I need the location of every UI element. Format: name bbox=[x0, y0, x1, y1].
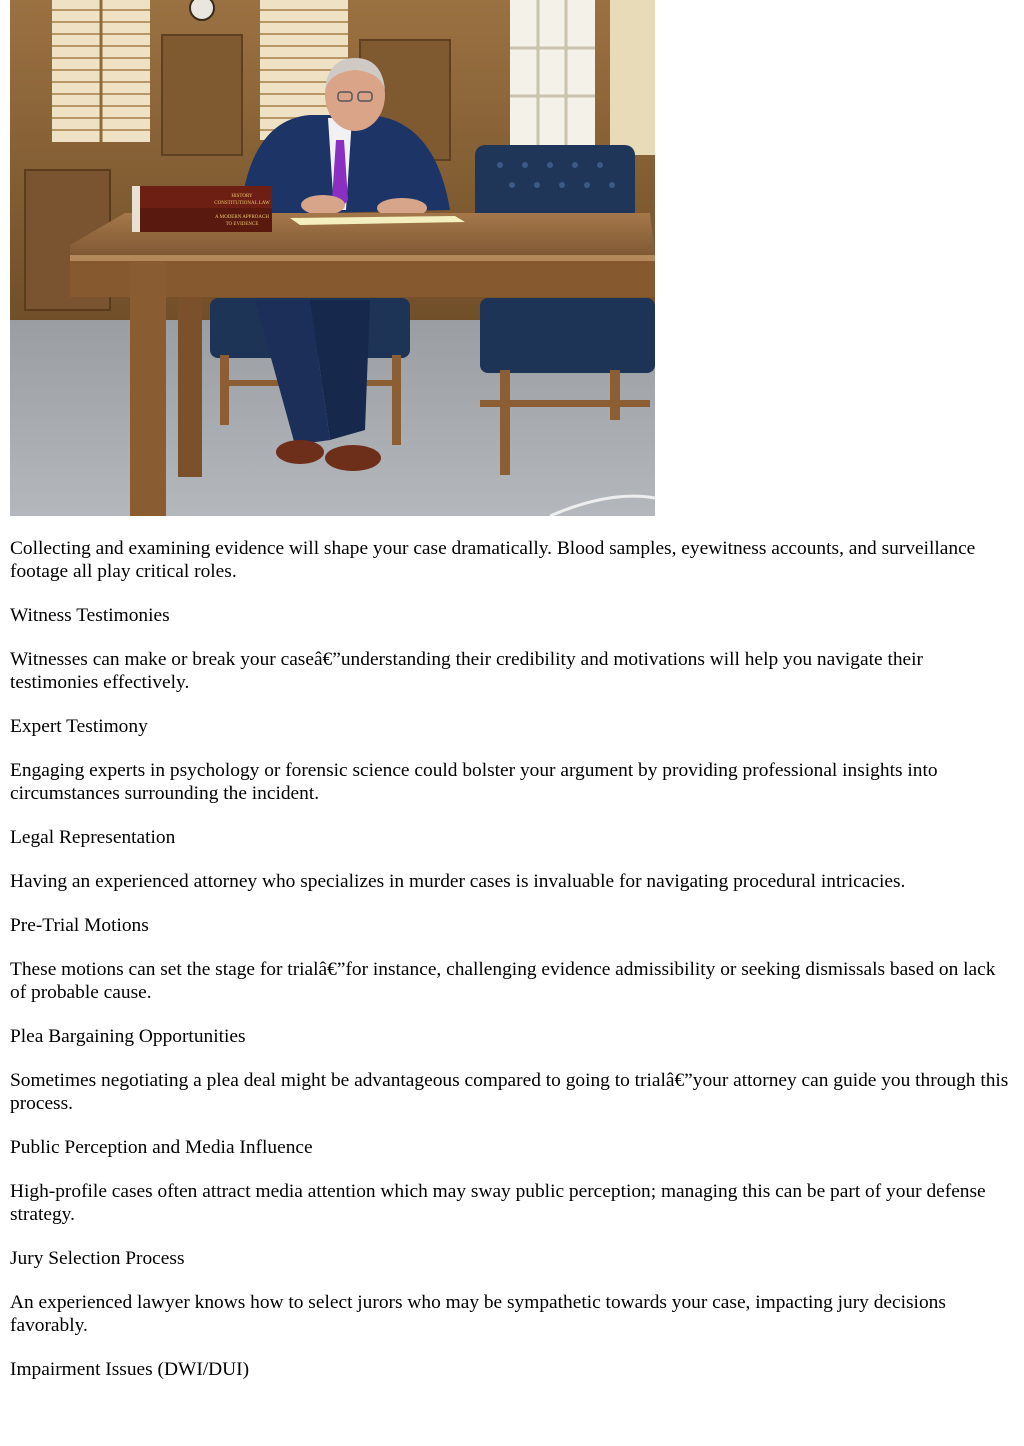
heading-witness-testimonies: Witness Testimonies bbox=[10, 605, 170, 626]
article-body bbox=[10, 537, 1014, 1402]
paragraph-evidence: Collecting and examining evidence will shape your case dramatically. Blood samples, eyewitness accounts, and surveillance footage all play critical roles. bbox=[10, 538, 976, 582]
svg-text:CONSTITUTIONAL LAW: CONSTITUTIONAL LAW bbox=[214, 201, 270, 206]
heading-public-perception: Public Perception and Media Influence bbox=[10, 1137, 313, 1158]
attorney-photo bbox=[10, 0, 655, 516]
heading-expert-testimony: Expert Testimony bbox=[10, 716, 148, 737]
heading-legal-representation: Legal Representation bbox=[10, 827, 176, 848]
paragraph-public-perception: High-profile cases often attract media attention which may sway public perception; managing this can be part of your defense strategy. bbox=[10, 1181, 986, 1225]
paragraph-legal-representation: Having an experienced attorney who specializes in murder cases is invaluable for navigating procedural intricacies. bbox=[10, 871, 906, 892]
svg-text:TO EVIDENCE: TO EVIDENCE bbox=[225, 222, 259, 227]
paragraph-plea-bargaining: Sometimes negotiating a plea deal might be advantageous compared to going to trialâ€”your attorney can guide you through this process. bbox=[10, 1070, 1009, 1114]
paragraph-pre-trial-motions: These motions can set the stage for trialâ€”for instance, challenging evidence admissibility or seeking dismissals based on lack of probable cause. bbox=[10, 959, 996, 1003]
svg-text:A MODERN APPROACH: A MODERN APPROACH bbox=[215, 215, 269, 220]
heading-pre-trial-motions: Pre-Trial Motions bbox=[10, 915, 149, 936]
heading-jury-selection: Jury Selection Process bbox=[10, 1248, 185, 1269]
paragraph-witness-testimonies: Witnesses can make or break your caseâ€”understanding their credibility and motivations will help you navigate their testimonies effectively. bbox=[10, 649, 923, 693]
heading-impairment-issues: Impairment Issues (DWI/DUI) bbox=[10, 1359, 250, 1380]
svg-text:HISTORY: HISTORY bbox=[231, 194, 253, 199]
paragraph-expert-testimony: Engaging experts in psychology or forensic science could bolster your argument by providing professional insights into circumstances surrounding the incident. bbox=[10, 760, 938, 804]
heading-plea-bargaining: Plea Bargaining Opportunities bbox=[10, 1026, 246, 1047]
paragraph-jury-selection: An experienced lawyer knows how to select jurors who may be sympathetic towards your case, impacting jury decisions favorably. bbox=[10, 1292, 946, 1336]
